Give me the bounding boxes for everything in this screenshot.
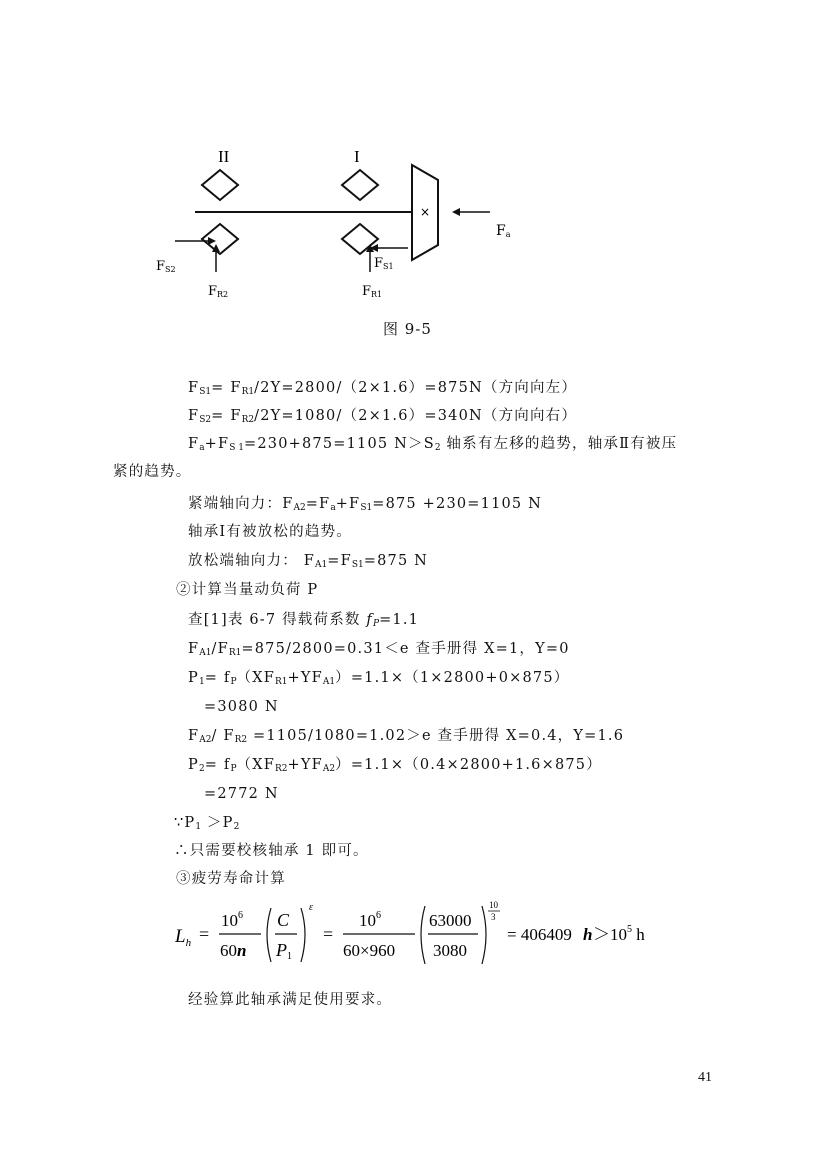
formula-num2: $10^6$ <box>359 910 381 930</box>
fs2-arrow-head <box>208 237 216 245</box>
bearing-i-top <box>342 170 378 200</box>
formula-exp-den: 3 <box>491 912 496 922</box>
formula-eq1: = <box>199 924 210 944</box>
line-p1: $P_1= f_P(XF_{R1}+YF_{A1})=1.1\times(1\times 2800+0\times 875)$ <box>188 670 570 687</box>
section-equivalent-load: ②计算当量动负荷 P <box>176 582 319 598</box>
formula-h: h <box>583 925 593 944</box>
page-number: 41 <box>698 1070 712 1085</box>
bearing-diagram <box>140 140 540 310</box>
label-bearing-i: I <box>354 147 360 166</box>
formula-gt: $>10^5$ h <box>593 924 645 944</box>
label-fr2: FR2 <box>208 284 229 299</box>
line-axial-sum: $F_a+F_{S 1}=230+875=1105$ $N>S_2$ 轴系有左移的趋势，轴承Ⅱ有被压 <box>188 436 678 453</box>
paren-right-2 <box>482 906 486 964</box>
bearing-ii-top <box>202 170 238 200</box>
line-conclusion-check: ∴只需要校核轴承 1 即可。 <box>174 843 369 859</box>
formula-num3: 63000 <box>429 911 472 930</box>
line-release: 轴承Ⅰ有被放松的趋势。 <box>188 524 352 540</box>
paren-right-1 <box>301 908 305 962</box>
section-fatigue-life: ③疲劳寿命计算 <box>176 871 286 887</box>
label-fr1: FR1 <box>362 284 383 299</box>
line-ratio-1: $F_{A1}/F_{R1}=875/2800=0.31<e$ 查手册得 X=1，Y=0 <box>188 641 570 658</box>
hub-mark: × <box>420 205 431 219</box>
paren-left-1 <box>267 908 271 962</box>
formula-exp-num: 10 <box>489 900 498 910</box>
line-p1-result: =3080 N <box>204 699 279 715</box>
formula-epsilon: ε <box>309 902 313 913</box>
line-fs2: $F_{S2}= F_{R2}/2Y=1080/(2\times 1.6)=340N$（方向向右） <box>188 408 578 425</box>
line-p2-result: =2772 N <box>204 786 279 802</box>
label-fs1: FS1 <box>374 256 394 271</box>
formula-result: = 406409 <box>507 925 572 944</box>
line-final-conclusion: 经验算此轴承满足使用要求。 <box>188 992 393 1008</box>
formula-eq2: = <box>323 924 334 944</box>
label-fs2: FS2 <box>156 259 176 274</box>
formula-l: $L_h$ <box>175 926 192 949</box>
label-fa: Fa <box>496 223 511 239</box>
figure-caption: 图 9-5 <box>383 320 432 338</box>
fa-arrow-head <box>452 208 460 216</box>
formula-c: C <box>277 910 290 930</box>
line-tendency: 紧的趋势。 <box>113 464 192 480</box>
formula-num1: $10^6$ <box>221 910 243 930</box>
label-bearing-ii: II <box>218 147 230 166</box>
paren-left-2 <box>421 906 425 964</box>
formula-den1: 60n <box>220 941 247 960</box>
line-p2: $P_2= f_P(XF_{R2}+YF_{A2})=1.1\times(0.4\times 2800+1.6\times 875)$ <box>188 757 602 774</box>
line-compare: $\because P_1 >P_2$ <box>174 815 240 832</box>
line-fa2: 紧端轴向力：$F_{A2}=F_a+F_{S1}=875 +230=1105$ N <box>188 496 543 513</box>
formula-den3: 3080 <box>433 941 467 960</box>
formula-den2: 60×960 <box>343 941 396 960</box>
line-fa1: 放松端轴向力： $F_{A1}=F_{S1}=875$ N <box>188 553 429 570</box>
line-fs1: $F_{S1}= F_{R1}/2Y=2800/(2\times 1.6)=875N$（方向向左） <box>188 380 578 397</box>
formula-p: P1 <box>276 940 292 962</box>
life-formula <box>175 900 645 970</box>
line-ratio-2: $F_{A2}/$ $F_{R2} =1105/1080=1.02>e$ 查手册得 X=0.4，Y=1.6 <box>188 728 625 745</box>
line-load-factor: 查[1]表 6-7 得载荷系数 $f_P=1.1$ <box>188 612 420 629</box>
bearing-ii-bottom <box>202 224 238 254</box>
